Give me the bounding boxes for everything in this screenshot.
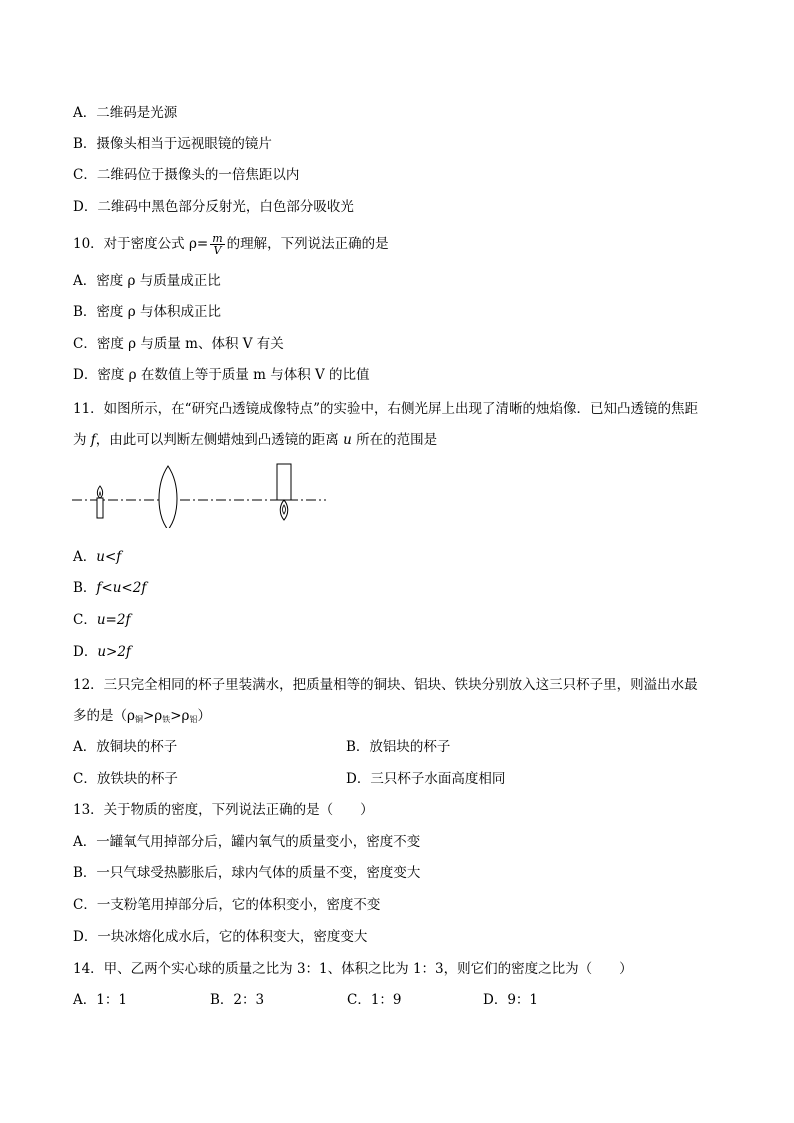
q9-option-c: C．二维码位于摄像头的一倍焦距以内 — [73, 167, 300, 183]
q10-option-d: D．密度 ρ 在数值上等于质量 m 与体积 V 的比值 — [73, 367, 370, 383]
q14-option-c: C．1：9 — [347, 992, 402, 1008]
q10-option-c: C．密度 ρ 与质量 m、体积 V 有关 — [73, 336, 284, 352]
q14-option-d: D．9：1 — [483, 992, 539, 1008]
q13-option-d: D．一块冰熔化成水后，它的体积变大，密度变大 — [73, 929, 368, 945]
q10-stem: 10．对于密度公式 ρ= $\frac{m}{V}$ 的理解，下列说法正确的是 — [73, 232, 389, 257]
q11-option-d: D．u>2f — [73, 644, 131, 660]
q11-option-b: B．f<u<2f — [73, 580, 147, 596]
q13-option-a: A．一罐氧气用掉部分后，罐内氧气的质量变小，密度不变 — [73, 834, 421, 850]
q9-option-b: B．摄像头相当于远视眼镜的镜片 — [73, 136, 272, 152]
q9-option-a: A．二维码是光源 — [73, 105, 178, 121]
q14-option-b: B．2：3 — [210, 992, 265, 1008]
candle-icon — [97, 486, 103, 518]
q11-option-c: C．u=2f — [73, 612, 131, 628]
q14-stem: 14．甲、乙两个实心球的质量之比为 3：1、体积之比为 1：3，则它们的密度之比为（ ） — [73, 961, 633, 977]
q11-option-a: A．u<f — [73, 549, 122, 565]
q12-option-b: B．放铝块的杯子 — [346, 739, 451, 755]
q13-stem: 13．关于物质的密度，下列说法正确的是（ ） — [73, 802, 374, 818]
screen-image-icon — [277, 464, 291, 520]
q10-option-a: A．密度 ρ 与质量成正比 — [73, 273, 221, 289]
q9-option-d: D．二维码中黑色部分反射光，白色部分吸收光 — [73, 199, 354, 215]
q12-stem-line2: 多的是$(\rho_铜>\rho_铁>\rho_铝)$ — [73, 708, 211, 724]
q12-option-a: A．放铜块的杯子 — [73, 739, 178, 755]
q10-option-b: B．密度 ρ 与体积成正比 — [73, 304, 221, 320]
q13-option-c: C．一支粉笔用掉部分后，它的体积变小，密度不变 — [73, 897, 381, 913]
density-formula-fraction: $\frac{m}{V}$ — [212, 232, 223, 257]
lens-diagram — [70, 458, 330, 528]
q14-option-a: A．1：1 — [73, 992, 127, 1008]
convex-lens-icon — [159, 466, 177, 528]
q11-stem-line2: 为 f，由此可以判断左侧蜡烛到凸透镜的距离 u 所在的范围是 — [73, 432, 438, 448]
q12-option-d: D．三只杯子水面高度相同 — [346, 771, 506, 787]
q12-option-c: C．放铁块的杯子 — [73, 771, 178, 787]
q13-option-b: B．一只气球受热膨胀后，球内气体的质量不变，密度变大 — [73, 865, 421, 881]
q11-stem-line1: 11．如图所示，在“研究凸透镜成像特点”的实验中，右侧光屏上出现了清晰的烛焰像．已知凸透镜的焦距 — [73, 401, 698, 417]
q12-stem-line1: 12．三只完全相同的杯子里装满水，把质量相等的铜块、铝块、铁块分别放入这三只杯子里，则溢出水最 — [73, 677, 698, 693]
